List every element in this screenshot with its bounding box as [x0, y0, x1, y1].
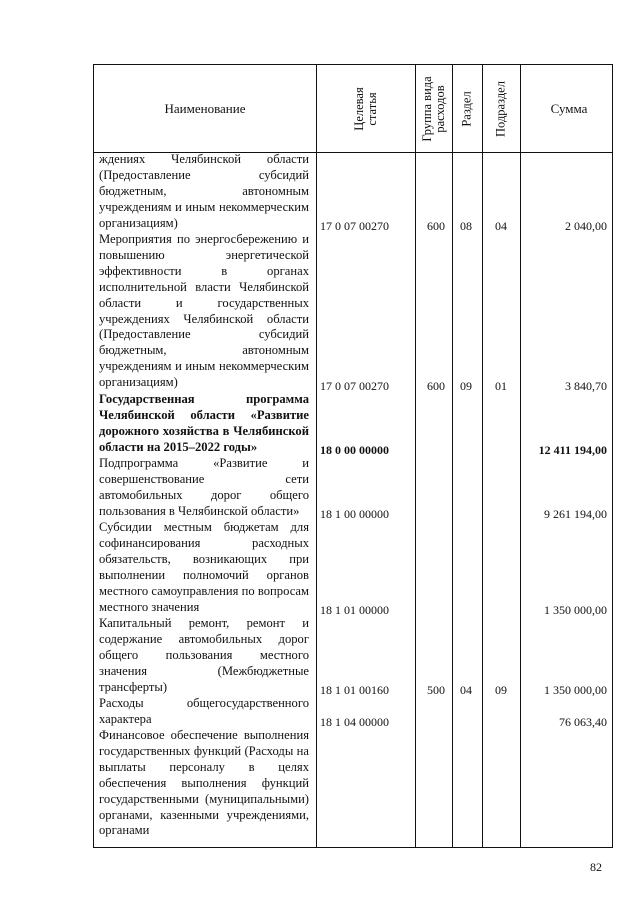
- row-expense-group: 500: [427, 683, 445, 697]
- row-subsection: 01: [495, 379, 507, 393]
- row-target-article: 18 0 00 00000: [320, 443, 389, 457]
- column-divider: [316, 65, 317, 847]
- row-expense-group: 600: [427, 379, 445, 393]
- column-divider: [482, 65, 483, 847]
- row-sum: 1 350 000,00: [544, 683, 607, 697]
- header-sum: Сумма: [550, 100, 588, 116]
- row-name: Подпрограмма «Развитие и совершенствование сети автомобильных дорог общего пользования в Челябинской области»: [99, 456, 309, 518]
- row-section: 04: [460, 683, 472, 697]
- header-name: Наименование: [164, 100, 246, 116]
- row-subsection: 09: [495, 683, 507, 697]
- row-subsection: 04: [495, 219, 507, 233]
- row-sum: 12 411 194,00: [538, 443, 607, 457]
- row-expense-group: 600: [427, 219, 445, 233]
- row-target-article: 17 0 07 00270: [320, 379, 389, 393]
- header-section: Раздел: [459, 90, 474, 127]
- row-section: 09: [460, 379, 472, 393]
- row-name: жденияx Челябинской области (Предоставление субсидий бюджетным, автономным учреждениям и иным некоммерческим организациям): [99, 152, 309, 230]
- row-target-article: 18 1 01 00160: [320, 683, 389, 697]
- budget-table: [93, 64, 613, 848]
- row-name: Расходы общегосударственного характера: [99, 696, 309, 726]
- row-name: Капитальный ремонт, ремонт и содержание автомобильных дорог общего пользования местного значения (Межбюджетные трансферты): [99, 616, 309, 694]
- row-name: Финансовое обеспечение выполнения государственных функций (Расходы на выплаты персоналу в целях обеспечения выполнения функций государственными (муниципальными) органами, казенными учреждениями, органами: [99, 728, 309, 838]
- row-sum: 9 261 194,00: [544, 507, 607, 521]
- row-name: Субсидии местным бюджетам для софинансирования расходных обязательств, возникающих при выполнении полномочий органов местного самоуправления по вопросам местного значения: [99, 520, 309, 614]
- row-name: Государственная программа Челябинской области «Развитие дорожного хозяйства в Челябинской области на 2015–2022 годы»: [99, 392, 309, 454]
- header-subsection: Подраздел: [493, 80, 508, 137]
- column-divider: [452, 65, 453, 847]
- row-sum: 1 350 000,00: [544, 603, 607, 617]
- header-expense-group: Группа вида расходов: [419, 75, 447, 142]
- row-section: 08: [460, 219, 472, 233]
- column-divider: [415, 65, 416, 847]
- row-sum: 2 040,00: [565, 219, 607, 233]
- column-divider: [520, 65, 521, 847]
- row-target-article: 17 0 07 00270: [320, 219, 389, 233]
- page-number: 82: [590, 860, 602, 874]
- row-target-article: 18 1 00 00000: [320, 507, 389, 521]
- header-target-article: Целевая статья: [351, 86, 379, 131]
- row-target-article: 18 1 01 00000: [320, 603, 389, 617]
- row-sum: 3 840,70: [565, 379, 607, 393]
- row-target-article: 18 1 04 00000: [320, 715, 389, 729]
- row-sum: 76 063,40: [559, 715, 607, 729]
- row-name: Мероприятия по энергосбережению и повышению энергетической эффективности в органах исполнительной власти Челябинской области и государственных учреждениях Челябинской области (Предоставление субсидий бюджетным, автономным учреждениям и иным некоммерческим организациям): [99, 232, 309, 390]
